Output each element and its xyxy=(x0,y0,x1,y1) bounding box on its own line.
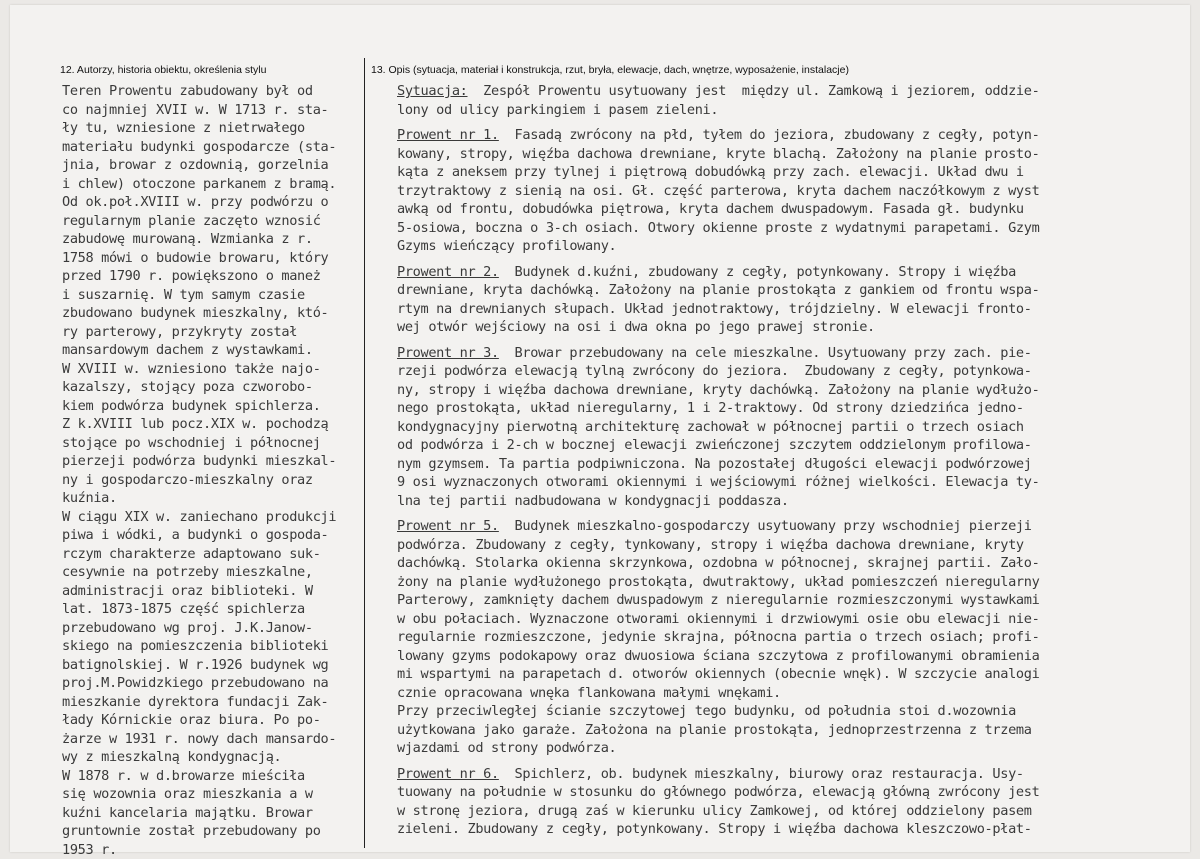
history-line: Teren Prowentu zabudowany był od xyxy=(62,82,362,101)
description-line xyxy=(397,802,1097,821)
history-line: W XVIII w. wzniesiono także najo- xyxy=(62,360,362,379)
description-line xyxy=(397,573,1097,592)
description-line xyxy=(397,783,1097,802)
line-text: Browar przebudowany na cele mieszkalne. Usytuowany przy zach. pie- xyxy=(499,345,1032,361)
description-text xyxy=(397,82,1097,839)
history-line: łady Kórnickie oraz biura. Po po- xyxy=(62,711,362,730)
history-line: i suszarnię. W tym samym czasie xyxy=(62,286,362,305)
line-text: w obu połaciach. Wyznaczone otworami okiennymi i drzwiowymi osie obu elewacji nie- xyxy=(397,611,1039,627)
history-text xyxy=(62,82,362,859)
line-text: lowany gzyms podokapowy oraz dwuosiowa ściana szczytowa z profilowanymi obramienia xyxy=(397,648,1039,664)
history-line: skiego na pomieszczenia biblioteki xyxy=(62,637,362,656)
history-line: kiem podwórza budynek spichlerza. xyxy=(62,397,362,416)
line-text: nego prostokąta, układ nieregularny, 1 i 2-traktowy. Od strony dziedzińca jedno- xyxy=(397,400,1024,416)
line-text: lna tej partii nadbudowana w kondygnacji poddasza. xyxy=(397,493,789,509)
description-line xyxy=(397,610,1097,629)
section-12-header: 12. Autorzy, historia obiektu, określenia stylu xyxy=(60,64,266,76)
section-13-header: 13. Opis (sytuacja, materiał i konstrukcja, rzut, bryła, elewacje, dach, wnętrze, wyposażenie, instalacje) xyxy=(371,64,849,76)
description-line xyxy=(397,145,1097,164)
line-text: 9 osi wyznaczonych otworami okiennymi i wejściowymi różnej wielkości. Elewacja ty- xyxy=(397,474,1039,490)
line-text: awką od frontu, dobudówka piętrowa, kryta dachem dwuspadowym. Fasada gł. budynku xyxy=(397,201,1024,217)
history-line: cesywnie na potrzeby mieszkalne, xyxy=(62,563,362,582)
description-line xyxy=(397,702,1097,721)
description-line xyxy=(397,684,1097,703)
description-line xyxy=(397,665,1097,684)
history-line: przed 1790 r. powiększono o manеż xyxy=(62,267,362,286)
line-text: wej otwór wejściowy na osi i dwa okna po jego prawej stronie. xyxy=(397,319,875,335)
description-line xyxy=(397,765,1097,784)
description-line xyxy=(397,300,1097,319)
history-line: gruntownie został przebudowany po xyxy=(62,822,362,841)
description-line xyxy=(397,436,1097,455)
history-line: proj.M.Powidzkiego przebudowano na xyxy=(62,674,362,693)
line-text: trzytraktowy z sienią na osi. Gł. część parterowa, kryta dachem naczółkowym z wyst xyxy=(397,183,1039,199)
line-text: kąta z aneksem przy tylnej i piętrową dobudówką przy zach. elewacji. Układ dwu i xyxy=(397,164,1024,180)
description-line xyxy=(397,182,1097,201)
line-text: użytkowana jako garaże. Założona na planie prostokąta, jednoprzestrzenna z trzema xyxy=(397,722,1032,738)
history-line: ły tu, wzniesione z nietrwałego xyxy=(62,119,362,138)
description-line xyxy=(397,554,1097,573)
description-line xyxy=(397,739,1097,758)
history-line: Z k.XVIII lub pocz.XIX w. pochodzą xyxy=(62,415,362,434)
line-text: od podwórza i 2-ch w bocznej elewacji zwieńczonej szczytem oddzielonym profilowa- xyxy=(397,437,1032,453)
column-divider xyxy=(364,58,365,848)
description-line xyxy=(397,82,1097,101)
history-line: administracji oraz biblioteki. W xyxy=(62,582,362,601)
paragraph-gap xyxy=(397,758,1097,765)
line-text: kowany, stropy, więźba dachowa drewniane, kryte blachą. Założony na planie prosto- xyxy=(397,146,1039,162)
line-text: Spichlerz, ob. budynek mieszkalny, biurowy oraz restauracja. Usy- xyxy=(499,766,1024,782)
line-text: mi wspartymi na parapetach d. otworów okiennych (obecnie wnęk). W szczycie analogi xyxy=(397,666,1039,682)
line-text: Zespół Prowentu usytuowany jest między ul. Zamkową i jeziorem, oddzie- xyxy=(468,83,1040,99)
paragraph-label: Prowent nr 1. xyxy=(397,127,499,143)
description-line xyxy=(397,418,1097,437)
history-line: kuźni kancelaria majątku. Browar xyxy=(62,804,362,823)
line-text: podwórza. Zbudowany z cegły, tynkowany, stropy i więźba dachowa drewniane, kryty xyxy=(397,537,1024,553)
paragraph-label: Prowent nr 6. xyxy=(397,766,499,782)
description-line xyxy=(397,647,1097,666)
line-text: dachówką. Stolarka okienna skrzynkowa, ozdobna w północnej, skrajnej partii. Zało- xyxy=(397,555,1039,571)
line-text: w stronę jeziora, drugą zaś w kierunku ulicy Zamkowej, od której oddzielony pasem xyxy=(397,803,1032,819)
paragraph-label: Prowent nr 2. xyxy=(397,264,499,280)
description-line xyxy=(397,362,1097,381)
history-line: kazalszy, stojący poza czworobo- xyxy=(62,378,362,397)
description-line xyxy=(397,591,1097,610)
paragraph-gap xyxy=(397,256,1097,263)
line-text: żony na planie wydłużonego prostokąta, dwutraktowy, układ pomieszczeń nieregularny xyxy=(397,574,1039,590)
history-line: W 1878 r. w d.browarze mieściła xyxy=(62,767,362,786)
line-text: regularnie rozmieszczone, jedynie skrajna, północna partia o trzech osiach; profi- xyxy=(397,629,1039,645)
history-line: przebudowano wg proj. J.K.Janow- xyxy=(62,619,362,638)
paragraph-gap xyxy=(397,510,1097,517)
description-line xyxy=(397,455,1097,474)
line-text: cznie opracowana wnęka flankowana małymi wnękami. xyxy=(397,685,781,701)
description-line xyxy=(397,263,1097,282)
line-text: kondygnacyjny pierwotną architekturę zachował w północnej partii o trzech osiach xyxy=(397,419,1024,435)
history-line: stojące po wschodniej i północnej xyxy=(62,434,362,453)
description-line xyxy=(397,381,1097,400)
history-line: ny i gospodarczo-mieszkalny oraz xyxy=(62,471,362,490)
paragraph-label: Prowent nr 5. xyxy=(397,518,499,534)
line-text: zieleni. Zbudowany z cegły, potynkowany. Stropy i więźba dachowa kleszczowo-płat- xyxy=(397,821,1032,837)
line-text: rzeji podwórza elewacją tylną zwrócony do jeziora. Zbudowany z cegły, potynkowa- xyxy=(397,363,1032,379)
line-text: drewniane, kryta dachówką. Założony na planie prostokąta z gankiem od frontu wspa- xyxy=(397,282,1039,298)
history-line: się wozownia oraz mieszkania a w xyxy=(62,785,362,804)
line-text: Przy przeciwległej ścianie szczytowej tego budynku, od południa stoi d.wozownia xyxy=(397,703,1016,719)
line-text: Budynek mieszkalno-gospodarczy usytuowany przy wschodniej pierzeji xyxy=(499,518,1032,534)
history-line: i chlew) otoczone parkanem z bramą. xyxy=(62,175,362,194)
description-line xyxy=(397,163,1097,182)
history-line: batignolskiej. W r.1926 budynek wg xyxy=(62,656,362,675)
history-line: kuźnia. xyxy=(62,489,362,508)
line-text: Budynek d.kuźni, zbudowany z cegły, potynkowany. Stropy i więźba xyxy=(499,264,1016,280)
history-line: 1953 r. xyxy=(62,841,362,859)
history-line: jnia, browar z ozdownią, gorzelnia xyxy=(62,156,362,175)
history-line: mansardowym dachem z wystawkami. xyxy=(62,341,362,360)
history-line: materiału budynki gospodarcze (sta- xyxy=(62,138,362,157)
description-line xyxy=(397,399,1097,418)
line-text: nym gzymsem. Ta partia podpiwniczona. Na pozostałej długości elewacji podwórzowej xyxy=(397,456,1032,472)
paragraph-label: Sytuacja: xyxy=(397,83,468,99)
history-line: 1758 mówi o budowie browaru, który xyxy=(62,249,362,268)
description-line xyxy=(397,517,1097,536)
history-line: regularnym planie zaczęto wznosić xyxy=(62,212,362,231)
line-text: Fasadą zwrócony na płd, tyłem do jeziora, zbudowany z cegły, potyn- xyxy=(499,127,1040,143)
description-line xyxy=(397,101,1097,120)
history-line: zbudowano budynek mieszkalny, któ- xyxy=(62,304,362,323)
description-line xyxy=(397,473,1097,492)
description-line xyxy=(397,492,1097,511)
line-text: lony od ulicy parkingiem i pasem zieleni. xyxy=(397,102,718,118)
description-line xyxy=(397,237,1097,256)
line-text: Parterowy, zamknięty dachem dwuspadowym z nieregularnie rozmieszczonymi wystawkami xyxy=(397,592,1039,608)
paragraph-gap xyxy=(397,337,1097,344)
history-line: wy z mieszkalną kondygnacją. xyxy=(62,748,362,767)
history-line: rczym charakterze adaptowano suk- xyxy=(62,545,362,564)
description-line xyxy=(397,281,1097,300)
description-line xyxy=(397,628,1097,647)
description-line xyxy=(397,126,1097,145)
description-line xyxy=(397,820,1097,839)
description-line xyxy=(397,536,1097,555)
history-line: lat. 1873-1875 część spichlerza xyxy=(62,600,362,619)
description-line xyxy=(397,721,1097,740)
history-line: co najmniej XVII w. W 1713 r. sta- xyxy=(62,101,362,120)
line-text: ny, stropy i więźba dachowa drewniane, kryty dachówką. Założony na planie wydłużo- xyxy=(397,382,1039,398)
line-text: tuowany na południe w stosunku do głównego podwórza, elewacją główną zwrócony jest xyxy=(397,784,1039,800)
history-line: piwa i wódki, a budynki o gospoda- xyxy=(62,526,362,545)
line-text: Gzyms wieńczący profilowany. xyxy=(397,238,616,254)
line-text: 5-osiowa, boczna o 3-ch osiach. Otwory okienne proste z wydatnymi parapetami. Gzym xyxy=(397,220,1039,236)
history-line: W ciągu XIX w. zaniechano produkcji xyxy=(62,508,362,527)
history-line: żarze w 1931 r. nowy dach mansardo- xyxy=(62,730,362,749)
paragraph-label: Prowent nr 3. xyxy=(397,345,499,361)
line-text: rtym na drewnianych słupach. Układ jednotraktowy, trójdzielny. W elewacji fronto- xyxy=(397,301,1032,317)
history-line: zabudowę murowaną. Wzmianka z r. xyxy=(62,230,362,249)
description-line xyxy=(397,318,1097,337)
paragraph-gap xyxy=(397,119,1097,126)
history-line: pierzeji podwórza budynki mieszkal- xyxy=(62,452,362,471)
history-line: Od ok.poł.XVIII w. przy podwórzu o xyxy=(62,193,362,212)
history-line: ry parterowy, przykryty został xyxy=(62,323,362,342)
description-line xyxy=(397,219,1097,238)
history-line: mieszkanie dyrektora fundacji Zak- xyxy=(62,693,362,712)
description-line xyxy=(397,344,1097,363)
line-text: wjazdami od strony podwórza. xyxy=(397,740,616,756)
description-line xyxy=(397,200,1097,219)
